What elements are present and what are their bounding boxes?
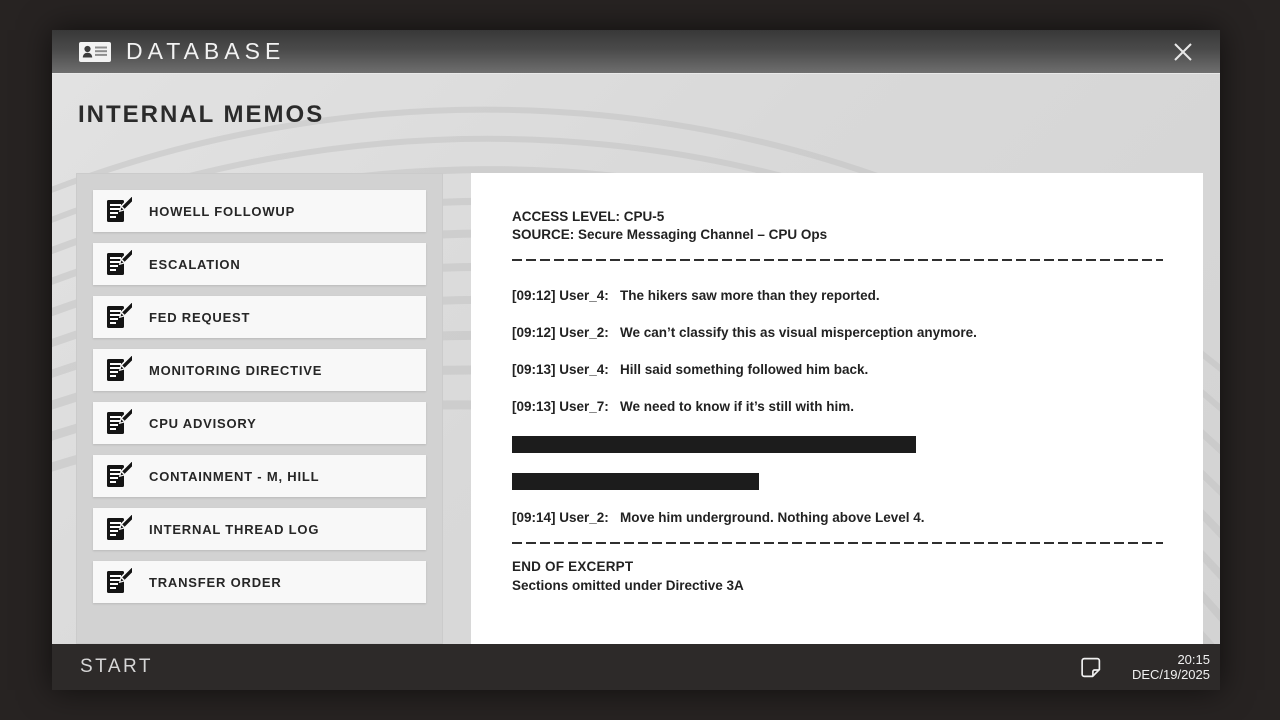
- start-button[interactable]: START: [80, 656, 154, 677]
- page-title: INTERNAL MEMOS: [78, 101, 325, 128]
- redacted-line: [512, 436, 916, 453]
- sidebar-item-label: HOWELL FOLLOWUP: [149, 203, 296, 219]
- memo-document-panel: [471, 173, 1203, 644]
- document-meta: [512, 208, 1163, 244]
- chat-message: [512, 325, 1163, 341]
- title-bar: [52, 30, 1220, 74]
- close-icon: [1171, 40, 1195, 64]
- document-footer: [512, 557, 1163, 595]
- sidebar-item-label: ESCALATION: [149, 256, 241, 272]
- source-line: [512, 226, 1163, 244]
- message-text: We can’t classify this as visual misperception anymore.: [620, 325, 977, 340]
- redacted-line: [512, 473, 759, 490]
- chat-message: [512, 288, 1163, 304]
- app-title: DATABASE: [126, 38, 286, 64]
- dashed-separator-bottom: [512, 542, 1163, 544]
- message-timestamp-user: [09:12] User_4:: [512, 288, 609, 303]
- memo-edit-icon: [106, 303, 132, 331]
- memo-edit-icon: [106, 568, 132, 596]
- source-label: SOURCE:: [512, 227, 575, 242]
- memo-edit-icon: [106, 409, 132, 437]
- memo-edit-icon: [106, 250, 132, 278]
- memo-edit-icon: [106, 462, 132, 490]
- memo-edit-icon: [106, 356, 132, 384]
- access-level-line: [512, 208, 1163, 226]
- message-text: The hikers saw more than they reported.: [620, 288, 880, 303]
- memo-edit-icon: [106, 197, 132, 225]
- database-window: [52, 30, 1220, 690]
- dashed-separator-top: [512, 259, 1163, 261]
- sidebar-item-escalation[interactable]: [93, 243, 426, 285]
- clock-date: DEC/19/2025: [1131, 667, 1210, 682]
- sidebar-item-internal-thread-log[interactable]: [93, 508, 426, 550]
- memo-list-sidebar: [76, 173, 443, 644]
- message-timestamp-user: [09:13] User_4:: [512, 362, 609, 377]
- message-timestamp-user: [09:14] User_2:: [512, 510, 609, 525]
- sidebar-item-containment-m-hill[interactable]: [93, 455, 426, 497]
- message-text: We need to know if it’s still with him.: [620, 399, 855, 414]
- message-timestamp-user: [09:13] User_7:: [512, 399, 609, 414]
- bottom-bar: [52, 644, 1220, 690]
- message-text: Move him underground. Nothing above Level 4.: [620, 510, 925, 525]
- sidebar-item-label: FED REQUEST: [149, 309, 251, 325]
- message-log: [512, 288, 1163, 526]
- sidebar-item-label: MONITORING DIRECTIVE: [149, 362, 323, 378]
- access-level-label: ACCESS LEVEL:: [512, 209, 621, 224]
- id-card-icon: [78, 39, 112, 65]
- bottom-bar-right: [1079, 652, 1210, 682]
- sidebar-item-label: INTERNAL THREAD LOG: [149, 521, 320, 537]
- sections-omitted-text: Sections omitted under Directive 3A: [512, 578, 744, 593]
- chat-message: [512, 399, 1163, 415]
- clock-time: 20:15: [1177, 652, 1210, 667]
- message-timestamp-user: [09:12] User_2:: [512, 325, 609, 340]
- clock: [1132, 652, 1210, 682]
- memo-edit-icon: [106, 515, 132, 543]
- sidebar-item-monitoring-directive[interactable]: [93, 349, 426, 391]
- chat-message: [512, 510, 1163, 526]
- sidebar-item-howell-followup[interactable]: [93, 190, 426, 232]
- sidebar-item-cpu-advisory[interactable]: [93, 402, 426, 444]
- source-value: Secure Messaging Channel – CPU Ops: [578, 227, 828, 242]
- sidebar-item-label: CONTAINMENT - M, HILL: [149, 468, 320, 484]
- access-level-value: CPU-5: [623, 209, 665, 224]
- end-of-excerpt-text: END OF EXCERPT: [512, 559, 634, 574]
- close-button[interactable]: [1168, 37, 1198, 67]
- sidebar-item-transfer-order[interactable]: [93, 561, 426, 603]
- sidebar-item-label: TRANSFER ORDER: [149, 574, 282, 590]
- content-area: [52, 74, 1220, 644]
- message-text: Hill said something followed him back.: [620, 362, 869, 377]
- chat-message: [512, 362, 1163, 378]
- sidebar-item-label: CPU ADVISORY: [149, 415, 257, 431]
- sidebar-item-fed-request[interactable]: [93, 296, 426, 338]
- note-icon[interactable]: [1079, 656, 1102, 679]
